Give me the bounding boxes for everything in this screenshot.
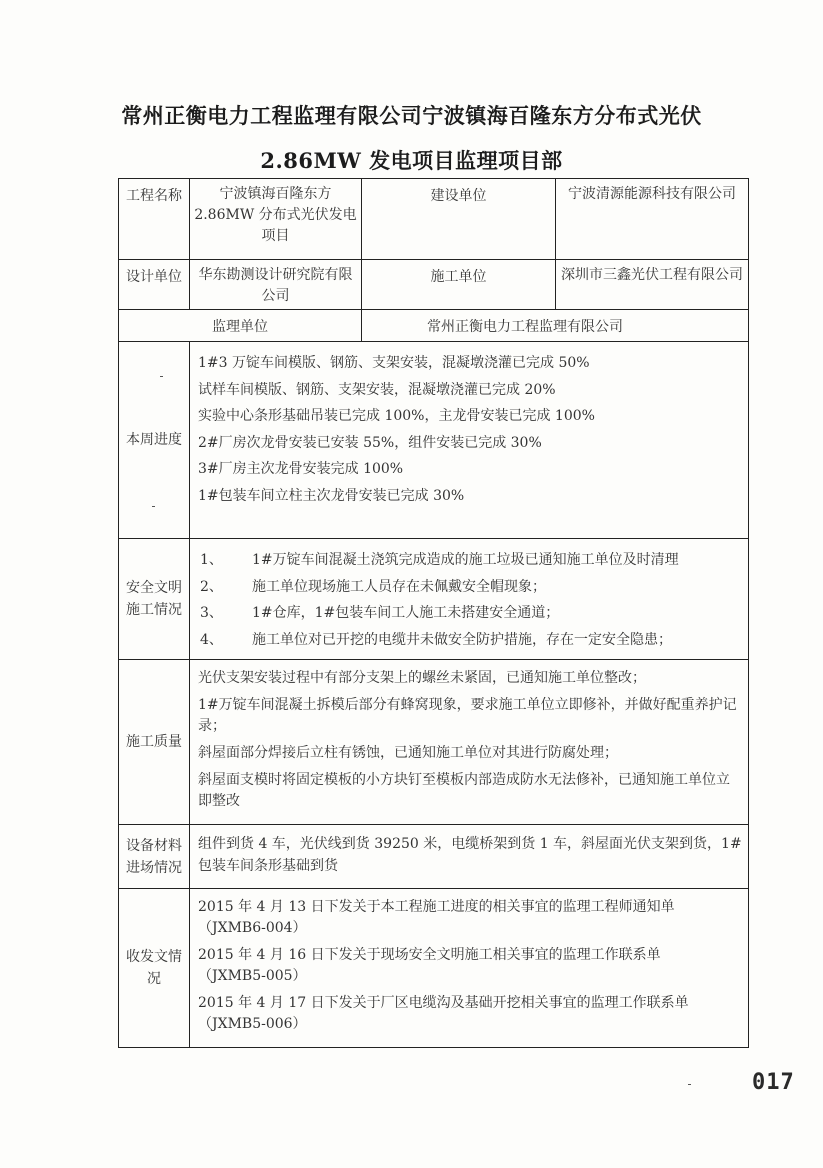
document-title-line1: 常州正衡电力工程监理有限公司宁波镇海百隆东方分布式光伏 xyxy=(121,103,702,128)
constructor-value: 深圳市三鑫光伏工程有限公司 xyxy=(556,260,749,310)
document-item: 2015 年 4 月 17 日下发关于厂区电缆沟及基础开挖相关事宜的监理工作联系单 （JXMB5-006） xyxy=(198,995,689,1032)
builder-label: 建设单位 xyxy=(362,179,556,260)
safety-item: 3、 1#仓库，1#包装车间工人施工未搭建安全通道； xyxy=(200,605,560,621)
quality-item: 光伏支架安装过程中有部分支架上的螺丝未紧固，已通知施工单位整改； xyxy=(198,670,646,686)
progress-item: 试样车间模版、钢筋、支架安装，混凝墩浇灌已完成 20% xyxy=(198,381,556,398)
builder-value: 宁波清源能源科技有限公司 xyxy=(556,179,749,260)
safety-item: 2、 施工单位现场施工人员存在未佩戴安全帽现象； xyxy=(200,578,546,595)
quality-item: 斜屋面部分焊接后立柱有锈蚀，已通知施工单位对其进行防腐处理； xyxy=(198,745,618,761)
progress-item: 实验中心条形基础吊装已完成 100%，主龙骨安装已完成 100% xyxy=(198,408,595,424)
progress-content xyxy=(190,342,749,539)
quality-item: 斜屋面支模时将固定模板的小方块钉至模板内部造成防水无法修补，已通知施工单位立即整改 xyxy=(198,772,730,809)
row-designer xyxy=(119,260,749,310)
constructor-label: 施工单位 xyxy=(362,260,556,310)
materials-label: 设备材料进场情况 xyxy=(119,825,190,889)
progress-item: 1#3 万锭车间模版、钢筋、支架安装，混凝墩浇灌已完成 50% xyxy=(198,355,590,371)
document-item: 2015 年 4 月 16 日下发关于现场安全文明施工相关事宜的监理工作联系单 （JXMB5-005） xyxy=(198,947,661,984)
supervision-report-table xyxy=(118,178,749,1048)
project-name-value: 宁波镇海百隆东方2.86MW 分布式光伏发电项目 xyxy=(190,179,362,260)
row-documents xyxy=(119,889,749,1048)
project-name-label: 工程名称 xyxy=(119,179,190,260)
progress-item: 2#厂房次龙骨安装已安装 55%，组件安装已完成 30% xyxy=(198,434,542,451)
page-number: 017 xyxy=(752,1070,795,1095)
row-safety xyxy=(119,539,749,660)
row-weekly-progress xyxy=(119,342,749,539)
safety-item: 1、 1#万锭车间混凝土浇筑完成造成的施工垃圾已通知施工单位及时清理 xyxy=(200,552,679,568)
quality-content xyxy=(190,660,749,825)
safety-label: 安全文明施工情况 xyxy=(119,539,190,660)
scan-speck xyxy=(160,376,163,377)
row-supervisor xyxy=(119,310,749,342)
safety-item: 4、 施工单位对已开挖的电缆井未做安全防护措施，存在一定安全隐患； xyxy=(200,631,672,648)
safety-content xyxy=(190,539,749,660)
document-title-line2: 2.86MW 发电项目监理项目部 xyxy=(260,148,563,173)
quality-item: 1#万锭车间混凝土拆模后部分有蜂窝现象，要求施工单位立即修补，并做好配重养护记录； xyxy=(198,697,737,734)
designer-value: 华东勘测设计研究院有限公司 xyxy=(190,260,362,310)
materials-content: 组件到货 4 车，光伏线到货 39250 米，电缆桥架到货 1 车，斜屋面光伏支架到货，1#包装车间条形基础到货 xyxy=(190,825,749,889)
document-item: 2015 年 4 月 13 日下发关于本工程施工进度的相关事宜的监理工程师通知单 （JXMB6-004） xyxy=(198,899,675,936)
supervisor-value: 常州正衡电力工程监理有限公司 xyxy=(362,310,749,342)
documents-content xyxy=(190,889,749,1048)
documents-label: 收发文情况 xyxy=(119,889,190,1048)
row-project-name xyxy=(119,179,749,260)
designer-label: 设计单位 xyxy=(119,260,190,310)
progress-item: 3#厂房主次龙骨安装完成 100% xyxy=(198,461,404,477)
supervisor-label: 监理单位 xyxy=(119,310,362,342)
row-quality xyxy=(119,660,749,825)
quality-label: 施工质量 xyxy=(119,660,190,825)
progress-item: 1#包装车间立柱主次龙骨安装已完成 30% xyxy=(198,487,465,504)
scan-speck xyxy=(688,1084,691,1085)
scan-speck xyxy=(152,506,155,507)
progress-label: 本周进度 xyxy=(119,342,190,539)
row-materials xyxy=(119,825,749,889)
